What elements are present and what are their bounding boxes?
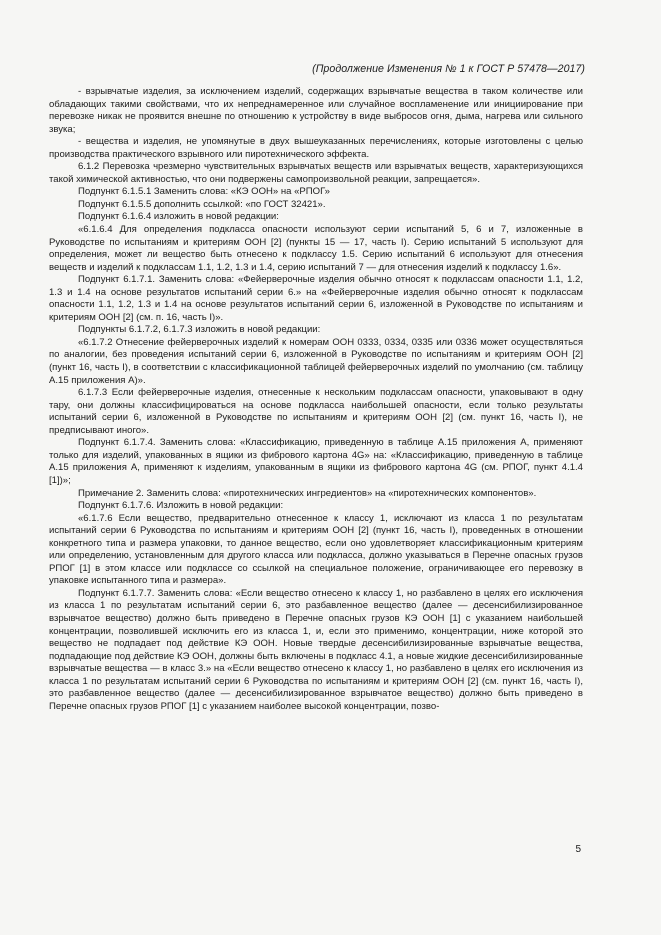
- paragraph: Подпункт 6.1.7.7. Заменить слова: «Если вещество отнесено к классу 1, но разбавлено в целях его исключения из класса 1 по результатам испытаний серии 6, это разбавленное вещество (далее — десенсибилизированное взрывчатое вещество) должно быть приведено в Перечне опасных грузов КЭ ООН [1] с указанием наибольшей концентрации, позволившей исключить его из класса 1, и, если это применимо, концентрации, ниже которой это вещество не подпадает под действие КЭ ООН. Новые твердые десенсибилизированные взрывчатые вещества, подпадающие под действие КЭ ООН, должны быть включены в подкласс 4.1, а новые жидкие десенсибилизированные взрывчатые вещества — в класс 3.» на «Если вещество отнесено к классу 1, но разбавлено в целях его исключения из класса 1 по результатам испытаний серии 6 Руководства по испытаниям и критериям ООН [2] (см. пункт 16, часть I), это разбавленное вещество (далее — десенсибилизированное взрывчатое вещество) должно быть приведено в Перечне опасных грузов РПОГ [1] с указанием наиболее высокой концентрации, позво-: [49, 587, 583, 712]
- document-body: [49, 86, 583, 713]
- paragraph: Подпункт 6.1.5.5 дополнить ссылкой: «по ГОСТ 32421».: [78, 198, 326, 210]
- paragraph: Подпункт 6.1.7.4. Заменить слова: «Классификацию, приведенную в таблице А.15 приложения А, применяют только для изделий, упакованных в ящики из фибрового картона 4G» на: «Классификацию, приведенную в таблице А.15 приложения А, применяют к изделиям, упакованным в ящики из фибрового картона 4G (см. РПОГ, пункт 4.1.4 [1])»;: [49, 437, 583, 486]
- paragraph: - вещества и изделия, не упомянутые в двух вышеуказанных перечислениях, которые изготовлены с целью производства практического взрывного или пиротехнического эффекта.: [49, 136, 583, 160]
- paragraph: «6.1.7.2 Отнесение фейерверочных изделий к номерам ООН 0333, 0334, 0335 или 0336 может осуществляться по аналогии, без проведения испытаний серии 6, изложенной в Руководстве по испытаниям и критериям ООН [2] (пункт 16, часть I), в соответствии с классификационной таблицей фейерверочных изделий по умолчанию (см. таблицу А.15 приложения А)».: [49, 336, 583, 386]
- paragraph: 6.1.2 Перевозка чрезмерно чувствительных взрывчатых веществ или взрывчатых веществ, характеризующихся такой химической активностью, что они подвержены самопроизвольной реакции, запрещается».: [49, 161, 583, 185]
- paragraph: Примечание 2. Заменить слова: «пиротехнических ингредиентов» на «пиротехнических компонентов».: [78, 487, 537, 499]
- paragraph: Подпункт 6.1.6.4 изложить в новой редакции:: [78, 211, 279, 223]
- paragraph: - взрывчатые изделия, за исключением изделий, содержащих взрывчатые вещества в таком количестве или обладающих такими свойствами, что их непреднамеренное или случайное воспламенение или инициирование при перевозке никак не проявится внешне по отношению к устройству в виде выбросов огня, дыма, нагрева или сильного звука;: [49, 86, 583, 135]
- paragraph: Подпункт 6.1.7.6. Изложить в новой редакции:: [78, 500, 284, 512]
- page-number: 5: [575, 844, 581, 855]
- paragraph: «6.1.6.4 Для определения подкласса опасности используют серии испытаний 5, 6 и 7, изложенные в Руководстве по испытаниям и критериям ООН [2] (пункты 15 — 17, часть I). Серию испытаний 5 используют для определения, может ли вещество быть отнесено к подклассу 1.5. Серию испытаний 6 используют для отнесения веществ и изделий к подклассам 1.1, 1.2, 1.3 и 1.4, серию испытаний 7 — для отнесения изделий к подклассу 1.6».: [49, 224, 583, 273]
- paragraph: Подпункт 6.1.5.1 Заменить слова: «КЭ ООН» на «РПОГ»: [78, 186, 330, 198]
- continuation-header: (Продолжение Изменения № 1 к ГОСТ Р 57478—2017): [312, 63, 585, 75]
- paragraph: «6.1.7.6 Если вещество, предварительно отнесенное к классу 1, исключают из класса 1 по результатам испытаний серии 6 Руководства по испытаниям и критериям ООН [2] (пункт 16, часть I), проведенных в отношении конкретного типа и размера упаковки, то данное вещество, если оно удовлетворяет классификационным критериям или определению, установленным для другого класса или подкласса, должно указываться в Перечне опасных грузов РПОГ [1] в этом классе или подклассе со ссылкой на специальное положение, ограничивающее его перевозку в упаковке испытанного типа и размера».: [49, 512, 583, 587]
- paragraph: Подпункт 6.1.7.1. Заменить слова: «Фейерверочные изделия обычно относят к подклассам опасности 1.1, 1.2, 1.3 и 1.4 на основе результатов испытаний серии 6.» на «Фейерверочные изделия обычно относят к подклассам опасности 1.1, 1.2, 1.3 и 1.4 на основе результатов испытаний серии 6, изложенной в Руководстве по испытаниям и критериям ООН [2] (см. п. 16, часть I)».: [49, 274, 583, 323]
- paragraph: Подпункты 6.1.7.2, 6.1.7.3 изложить в новой редакции:: [78, 324, 321, 336]
- paragraph: 6.1.7.3 Если фейерверочные изделия, отнесенные к нескольким подклассам опасности, упаковывают в одну тару, они должны классифицироваться на основе подкласса наибольшей опасности, если только результаты испытаний серии 6, изложенной в Руководстве по испытаниям и критериям ООН [2] (см. пункт 16, часть I), не предписывают иного».: [49, 387, 583, 436]
